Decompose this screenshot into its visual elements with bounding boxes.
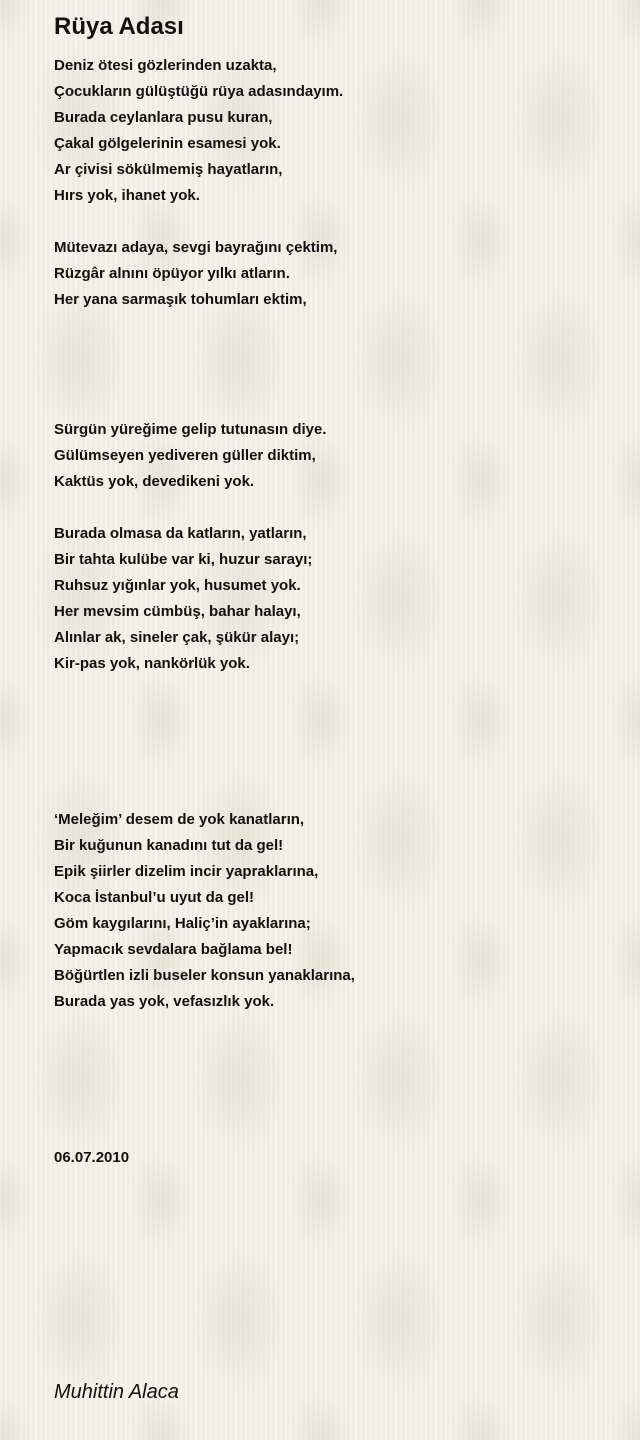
stanza-gap [54,1015,614,1145]
poem-line: Her mevsim cümbüş, bahar halayı, [54,603,301,620]
author-signature: Muhittin Alaca [54,1381,179,1403]
poem-line: Her yana sarmaşık tohumları ektim, [54,291,307,308]
stanza-gap [54,313,614,417]
poem-line: Deniz ötesi gözlerinden uzakta, [54,57,277,74]
poem-line: Kir-pas yok, nankörlük yok. [54,655,250,672]
poem-line: Koca İstanbul’u uyut da gel! [54,889,255,906]
poem-line: Gülümseyen yediveren güller diktim, [54,447,316,464]
poem-line: Mütevazı adaya, sevgi bayrağını çektim, [54,239,338,256]
stanza-3 [54,417,614,495]
poem-line: Rüzgâr alnını öpüyor yılkı atların. [54,265,290,282]
poem-line: Çakal gölgelerinin esamesi yok. [54,135,281,152]
poem-body [54,53,614,1171]
poem-line: Göm kaygılarını, Haliç’in ayaklarına; [54,915,311,932]
stanza-5 [54,807,614,1015]
poem-line: Alınlar ak, sineler çak, şükür alayı; [54,629,300,646]
poem-line: Kaktüs yok, devedikeni yok. [54,473,255,490]
stanza-gap [54,209,614,235]
stanza-4 [54,521,614,677]
poem-line: Böğürtlen izli buseler konsun yanaklarına, [54,967,355,984]
poem-line: Ar çivisi sökülmemiş hayatların, [54,161,283,178]
poem-line: Epik şiirler dizelim incir yapraklarına, [54,863,319,880]
poem-line: Çocukların gülüştüğü rüya adasındayım. [54,83,344,100]
poem-line: Burada olmasa da katların, yatların, [54,525,307,542]
poem-line: Burada yas yok, vefasızlık yok. [54,993,275,1010]
poem-title: Rüya Adası [54,13,184,40]
stanza-gap [54,677,614,807]
poem-line: Yapmacık sevdalara bağlama bel! [54,941,293,958]
poem-line: Sürgün yüreğime gelip tutunasın diye. [54,421,327,438]
stanza-2 [54,235,614,313]
poem-line: Burada ceylanlara pusu kuran, [54,109,273,126]
poem-line: Ruhsuz yığınlar yok, husumet yok. [54,577,301,594]
poem-date: 06.07.2010 [54,1149,130,1166]
poem-line: Bir kuğunun kanadını tut da gel! [54,837,284,854]
stanza-gap [54,495,614,521]
poem-line: ‘Meleğim’ desem de yok kanatların, [54,811,305,828]
stanza-1 [54,53,614,209]
poem-line: Bir tahta kulübe var ki, huzur sarayı; [54,551,313,568]
poem-line: Hırs yok, ihanet yok. [54,187,200,204]
